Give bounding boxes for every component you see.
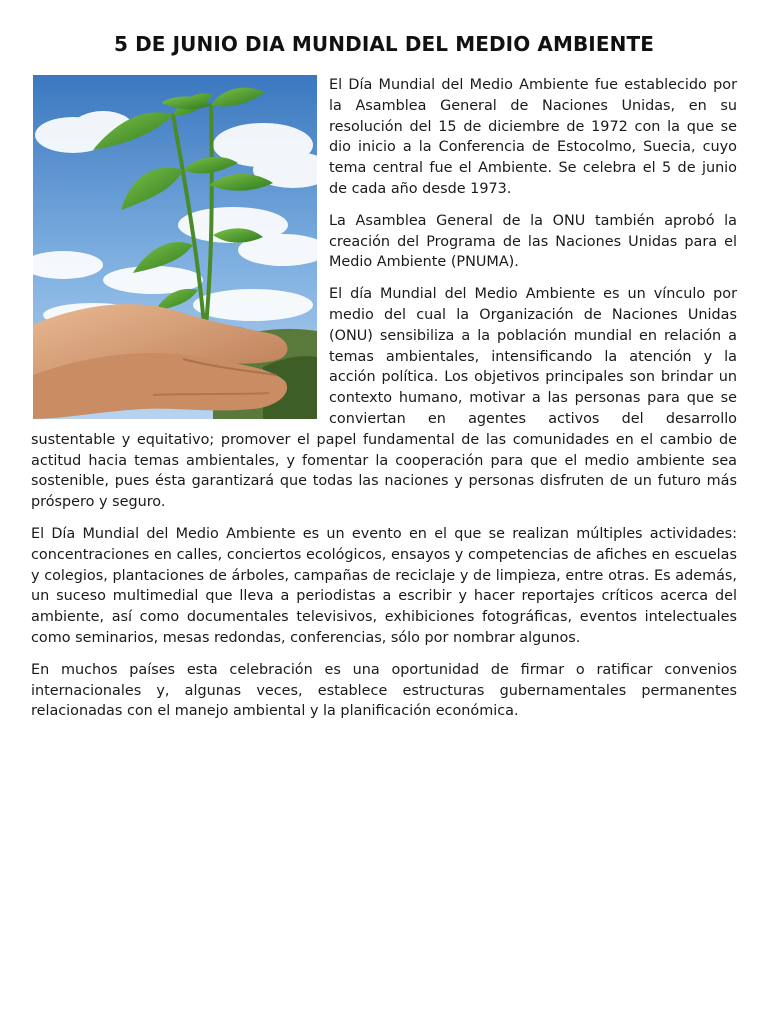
hands-holding-seedling-image: [33, 75, 317, 419]
seedling-photo: [33, 75, 317, 419]
paragraph-1: El Día Mundial del Medio Ambiente fue establecido por la Asamblea General de Naciones Unidas, en su resolución del 15 de diciembre de 1972 con la que se dio inicio a la Conferencia de Estocolmo, Suecia, cuyo tema central fue el Ambiente. Se celebra el 5 de junio de cada año desde 1973.: [329, 77, 737, 197]
paragraph-3: El día Mundial del Medio Ambiente es un vínculo por medio del cual la Organización de Naciones Unidas (ONU) sensibiliza a la población mundial en relación a temas ambientales, intensificando la atención y la acción política. Los objetivos principales son brindar un contexto humano, motivar a las personas para que se conviertan en agentes activos del desarrollo sustentable y equitativo; promover el papel fundamental de las comunidades en el cambio de actitud hacia temas ambientales, y fomentar la cooperación para que el medio ambiente sea sostenible, pues ésta garantizará que todas las naciones y personas disfruten de un futuro más próspero y seguro.: [31, 286, 737, 511]
document-body: [31, 75, 737, 722]
document-title: 5 DE JUNIO DIA MUNDIAL DEL MEDIO AMBIENTE: [114, 32, 654, 56]
paragraph-2: La Asamblea General de la ONU también aprobó la creación del Programa de las Naciones Unidas para el Medio Ambiente (PNUMA).: [329, 212, 737, 271]
paragraph-4: El Día Mundial del Medio Ambiente es un evento en el que se realizan múltiples actividades: concentraciones en calles, conciertos ecológicos, ensayos y competencias de afiches en escuelas y colegios, plantaciones de árboles, campañas de reciclaje y de limpieza, entre otras. Es además, un suceso multimedial que lleva a periodistas a escribir y hacer reportajes críticos acerca del ambiente, así como documentales televisivos, exhibiciones fotográficas, eventos intelectuales como seminarios, mesas redondas, conferencias, sólo por nombrar algunos.: [31, 525, 737, 646]
paragraph-5: En muchos países esta celebración es una oportunidad de firmar o ratificar convenios internacionales y, algunas veces, establece estructuras gubernamentales permanentes relacionadas con el manejo ambiental y la planificación económica.: [31, 661, 737, 720]
